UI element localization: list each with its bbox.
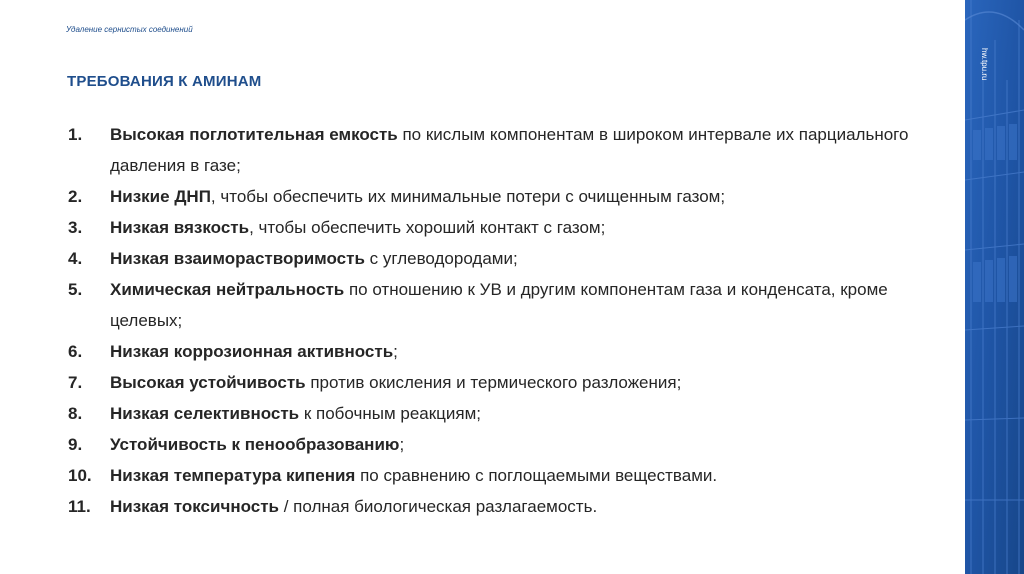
item-number: 3. (68, 218, 83, 237)
item-text (110, 491, 948, 522)
item-rest: по сравнению с поглощаемыми веществами. (355, 466, 718, 485)
list-item (68, 336, 948, 367)
item-text (110, 181, 948, 212)
item-emphasis: Низкая взаиморастворимость (110, 249, 365, 268)
list-item (68, 429, 948, 460)
item-rest: по кислым компонентам в широком интервале их парциального давления в газе; (110, 125, 909, 175)
item-text (110, 119, 948, 181)
item-emphasis: Низкие ДНП (110, 187, 211, 206)
item-emphasis: Низкая токсичность (110, 497, 279, 516)
section-subtitle: Удаление сернистых соединений (66, 25, 193, 34)
list-item (68, 243, 948, 274)
list-item (68, 181, 948, 212)
item-emphasis: Высокая поглотительная емкость (110, 125, 398, 144)
item-emphasis: Низкая коррозионная активность (110, 342, 394, 361)
list-item (68, 460, 948, 491)
list-item (68, 119, 948, 181)
requirements-list (68, 119, 948, 522)
item-number: 6. (68, 342, 83, 361)
item-text (110, 212, 948, 243)
item-number: 9. (68, 435, 83, 454)
item-rest: / полная биологическая разлагаемость. (279, 497, 598, 516)
item-number: 11. (68, 497, 91, 516)
item-text (110, 367, 948, 398)
item-emphasis: Устойчивость к пенообразованию (110, 435, 400, 454)
item-text (110, 243, 948, 274)
item-number: 1. (68, 125, 83, 144)
item-rest: ; (399, 435, 405, 454)
item-number: 10. (68, 466, 92, 485)
item-emphasis: Низкая температура кипения (110, 466, 356, 485)
item-text (110, 429, 948, 460)
item-rest: против окисления и термического разложения; (305, 373, 682, 392)
list-item (68, 398, 948, 429)
list-item (68, 367, 948, 398)
item-number: 7. (68, 373, 83, 392)
list-item (68, 274, 948, 336)
item-number: 5. (68, 280, 83, 299)
list-item (68, 212, 948, 243)
building-pattern-icon (965, 0, 1024, 574)
item-emphasis: Низкая селективность (110, 404, 300, 423)
item-rest: , чтобы обеспечить их минимальные потери с очищенным газом; (210, 187, 726, 206)
item-emphasis: Низкая вязкость (110, 218, 250, 237)
item-emphasis: Высокая устойчивость (110, 373, 306, 392)
item-text (110, 336, 948, 367)
item-number: 2. (68, 187, 83, 206)
site-url: hw.tpu.ru (980, 48, 989, 81)
item-rest: по отношению к УВ и другим компонентам газа и конденсата, кроме целевых; (110, 280, 888, 330)
item-text (110, 274, 948, 336)
item-rest: к побочным реакциям; (299, 404, 482, 423)
item-rest: , чтобы обеспечить хороший контакт с газом; (249, 218, 606, 237)
list-item (68, 491, 948, 522)
item-text (110, 398, 948, 429)
item-text (110, 460, 948, 491)
item-rest: с углеводородами; (364, 249, 518, 268)
item-rest: ; (393, 342, 398, 361)
page-title: ТРЕБОВАНИЯ К АМИНАМ (67, 73, 262, 90)
item-number: 8. (68, 404, 83, 423)
item-emphasis: Химическая нейтральность (110, 280, 345, 299)
side-decorative-panel (965, 0, 1024, 574)
item-number: 4. (68, 249, 83, 268)
